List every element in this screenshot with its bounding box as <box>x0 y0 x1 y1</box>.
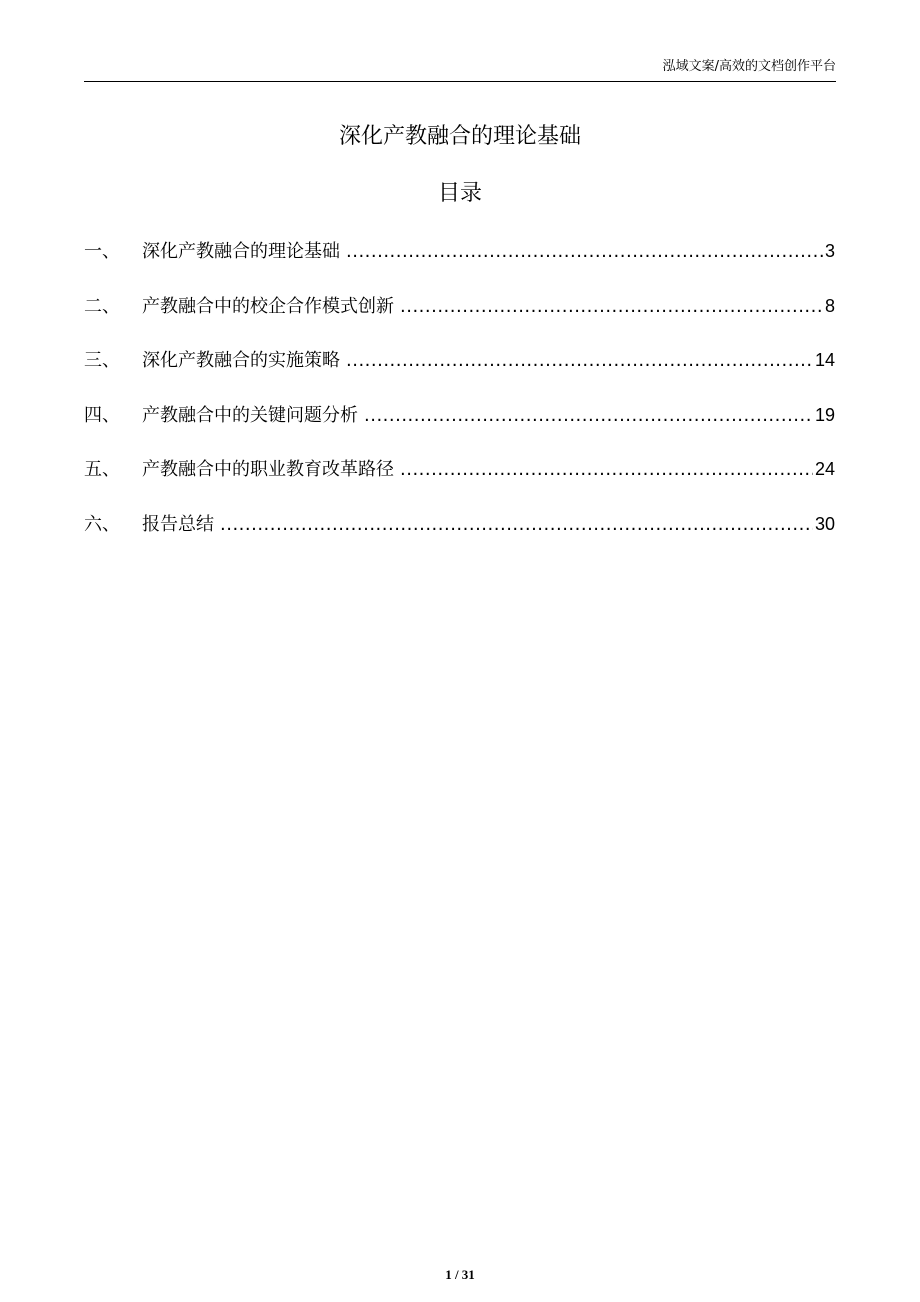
toc-entry-label: 产教融合中的关键问题分析 <box>142 404 358 426</box>
table-of-contents <box>84 234 835 561</box>
toc-dot-leader <box>346 344 813 378</box>
toc-entry-label: 报告总结 <box>142 513 214 535</box>
toc-entry[interactable] <box>84 452 835 507</box>
toc-dot-leader <box>346 235 823 269</box>
toc-entry-number: 二、 <box>84 295 120 317</box>
toc-entry-label: 深化产教融合的实施策略 <box>142 350 340 371</box>
document-title: 深化产教融合的理论基础 <box>338 124 581 149</box>
toc-entry[interactable] <box>84 398 835 453</box>
toc-entry-number: 五、 <box>84 459 120 480</box>
toc-entry-number: 六、 <box>84 513 120 535</box>
toc-dot-leader <box>220 508 813 542</box>
toc-entry-page: 14 <box>814 350 835 370</box>
toc-entry-label: 深化产教融合的理论基础 <box>142 241 340 262</box>
toc-entry[interactable] <box>84 507 835 562</box>
toc-entry-page: 30 <box>814 513 835 534</box>
toc-entry-label: 产教融合中的校企合作模式创新 <box>142 295 394 317</box>
toc-entry[interactable] <box>84 289 835 344</box>
toc-dot-leader <box>400 290 823 324</box>
toc-entry[interactable] <box>84 343 835 398</box>
toc-entry-label: 产教融合中的职业教育改革路径 <box>142 459 394 480</box>
toc-entry-page: 8 <box>824 295 835 316</box>
toc-entry-number: 一、 <box>84 241 120 262</box>
page-number: 1 / 31 <box>445 1267 475 1282</box>
toc-entry-page: 24 <box>814 459 835 479</box>
header-divider <box>84 81 836 82</box>
toc-dot-leader <box>400 453 813 487</box>
toc-entry-number: 三、 <box>84 350 120 371</box>
header-brand: 泓域文案/高效的文档创作平台 <box>662 59 836 74</box>
toc-entry-page: 3 <box>824 241 835 261</box>
toc-entry-page: 19 <box>814 404 835 425</box>
toc-entry-number: 四、 <box>84 404 120 426</box>
toc-entry[interactable] <box>84 234 835 289</box>
toc-dot-leader <box>364 399 813 433</box>
toc-heading: 目录 <box>437 181 482 206</box>
